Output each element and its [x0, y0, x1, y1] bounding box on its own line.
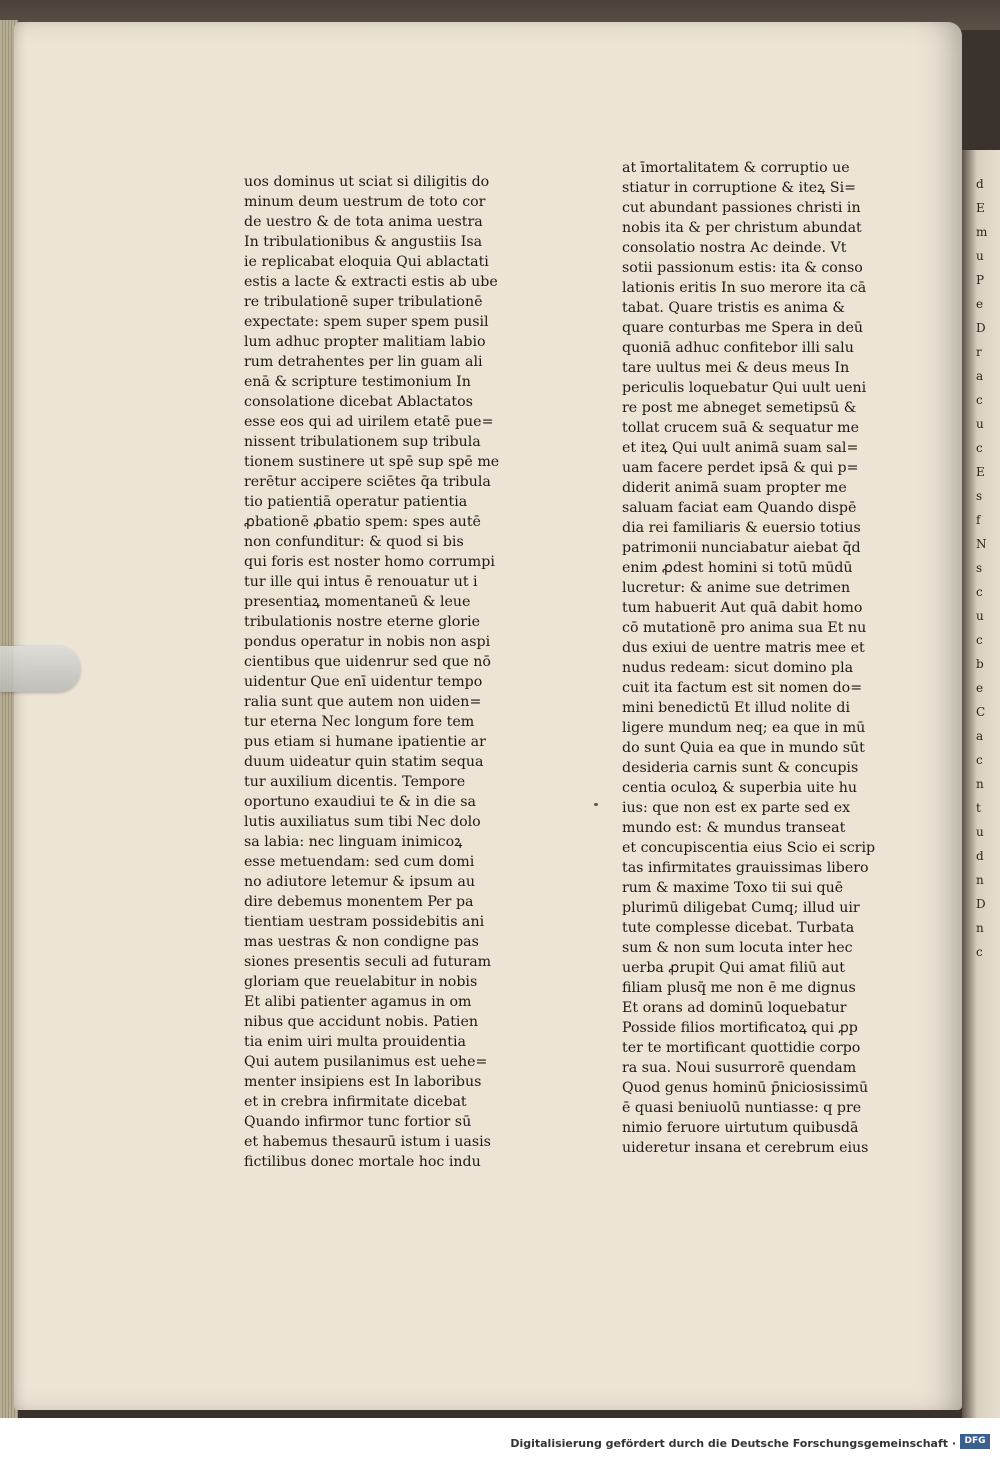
- margin-letter: E: [976, 465, 985, 479]
- text-line-left: enā & scripture testimonium In: [244, 374, 471, 390]
- text-line-right: Quod genus hominū p̄niciosissimū: [622, 1080, 869, 1096]
- text-line-left: oportuno exaudiui te & in die sa: [244, 794, 476, 810]
- text-line-left: qui foris est noster homo corrumpi: [244, 554, 495, 570]
- text-line-right: desideria carnis sunt & concupis: [622, 760, 859, 776]
- text-line-right: sotii passionum estis: ita & conso: [622, 260, 863, 276]
- margin-letter: u: [976, 825, 984, 839]
- text-line-right: et iteꝝ Qui uult animā suam sal=: [622, 440, 859, 456]
- margin-letter: a: [976, 729, 984, 743]
- text-line-left: non confunditur: & quod si bis: [244, 534, 464, 550]
- text-line-right: nobis ita & per christum abundat: [622, 220, 862, 236]
- text-line-right: nimio feruore uirtutum quibusdā: [622, 1120, 859, 1136]
- dfg-logo: DFG: [960, 1434, 990, 1449]
- text-line-left: rerētur accipere sciētes q̄a tribula: [244, 474, 491, 490]
- text-line-left: ie replicabat eloquia Qui ablactati: [244, 254, 489, 270]
- text-line-right: ligere mundum neq; ea que in mū: [622, 720, 866, 736]
- text-line-right: rum & maxime Toxo tii sui quē: [622, 880, 844, 896]
- text-line-right: periculis loquebatur Qui uult ueni: [622, 380, 867, 396]
- text-line-right: quoniā adhuc confitebor illi salu: [622, 340, 854, 356]
- text-line-left: de uestro & de tota anima uestra: [244, 214, 483, 230]
- text-line-left: lutis auxiliatus sum tibi Nec dolo: [244, 814, 481, 830]
- text-line-right: uideretur insana et cerebrum eius: [622, 1140, 869, 1156]
- text-line-left: tia enim uiri multa prouidentia: [244, 1034, 466, 1050]
- text-line-right: lationis eritis In suo merore ita cā: [622, 280, 867, 296]
- text-line-left: cientibus que uidenrur sed que nō: [244, 654, 491, 670]
- text-line-right: centia oculoꝝ & superbia uite hu: [622, 780, 858, 796]
- text-line-right: tute complesse dicebat. Turbata: [622, 920, 855, 936]
- text-line-right: tabat. Quare tristis es anima &: [622, 300, 846, 316]
- text-line-right: dus exiui de uentre matris mee et: [622, 640, 865, 656]
- text-line-right: cō mutationē pro anima sua Et nu: [622, 620, 867, 636]
- text-line-left: no adiutore letemur & ipsum au: [244, 874, 475, 890]
- text-line-right: tas infirmitates grauissimas libero: [622, 860, 869, 876]
- text-line-right: tare uultus mei & deus meus In: [622, 360, 850, 376]
- margin-letter: e: [976, 681, 984, 695]
- margin-letter: s: [976, 489, 983, 503]
- text-line-right: stiatur in corruptione & iteꝝ Si=: [622, 180, 857, 196]
- text-line-left: re tribulationē super tribulationē: [244, 294, 483, 310]
- text-line-left: et in crebra infirmitate dicebat: [244, 1094, 467, 1110]
- text-line-left: rum detrahentes per lin guam ali: [244, 354, 483, 370]
- margin-letter: N: [976, 537, 987, 551]
- margin-letter: r: [976, 345, 982, 359]
- text-line-right: lucretur: & anime sue detrimen: [622, 580, 851, 596]
- text-line-right: ē quasi beniuolū nuntiasse: q pre: [622, 1100, 862, 1116]
- text-line-left: siones presentis seculi ad futuram: [244, 954, 492, 970]
- text-line-left: tientiam uestram possidebitis ani: [244, 914, 485, 930]
- text-line-right: diderit animā suam propter me: [622, 480, 847, 496]
- text-line-right: ra sua. Noui susurrorē quendam: [622, 1060, 857, 1076]
- text-line-left: tionem sustinere ut spē sup spē me: [244, 454, 500, 470]
- text-line-left: nibus que accidunt nobis. Patien: [244, 1014, 479, 1030]
- margin-letter: c: [976, 633, 983, 647]
- text-line-right: tollat crucem suā & sequatur me: [622, 420, 860, 436]
- text-line-right: at īmortalitatem & corruptio ue: [622, 160, 850, 176]
- text-line-right: ius: que non est ex parte sed ex: [622, 800, 851, 816]
- text-line-right: consolatio nostra Ac deinde. Vt: [622, 240, 847, 256]
- text-line-left: Qui autem pusilanimus est uehe=: [244, 1054, 488, 1070]
- text-line-right: uerba ꝓrupit Qui amat filiū aut: [622, 960, 845, 976]
- margin-letter: m: [976, 225, 988, 239]
- margin-letter: c: [976, 393, 983, 407]
- text-line-left: In tribulationibus & angustiis Isa: [244, 234, 483, 250]
- margin-letter: n: [976, 873, 984, 887]
- margin-letter: c: [976, 945, 983, 959]
- text-line-right: sum & non sum locuta inter hec: [622, 940, 853, 956]
- margin-letter: D: [976, 897, 986, 911]
- margin-letter: d: [976, 849, 984, 863]
- text-line-left: esse metuendam: sed cum domi: [244, 854, 475, 870]
- margin-letter: n: [976, 777, 984, 791]
- funding-credit: Digitalisierung gefördert durch die Deutsche Forschungsgemeinschaft ·: [510, 1437, 956, 1450]
- text-line-right: nudus redeam: sicut domino pla: [622, 660, 854, 676]
- margin-letter: a: [976, 369, 984, 383]
- text-line-right: ter te mortificant quottidie corpo: [622, 1040, 861, 1056]
- text-line-left: dire debemus monentem Per pa: [244, 894, 474, 910]
- margin-letter: E: [976, 201, 985, 215]
- margin-letter: D: [976, 321, 986, 335]
- text-line-right: mini benedictū Et illud nolite di: [622, 700, 850, 716]
- text-line-left: pondus operatur in nobis non aspi: [244, 634, 491, 650]
- text-line-left: tur eterna Nec longum fore tem: [244, 714, 475, 730]
- text-line-right: mundo est: & mundus transeat: [622, 820, 846, 836]
- margin-letter: n: [976, 921, 984, 935]
- text-line-right: cut abundant passiones christi in: [622, 200, 861, 216]
- text-line-left: ralia sunt que autem non uiden=: [244, 694, 482, 710]
- text-line-right: Et orans ad dominū loquebatur: [622, 1000, 847, 1016]
- text-line-left: Quando infirmor tunc fortior sū: [244, 1114, 472, 1130]
- text-line-left: et habemus thesaurū istum i uasis: [244, 1134, 491, 1150]
- margin-letter: P: [976, 273, 985, 287]
- text-line-left: ꝓbationē ꝓbatio spem: spes autē: [244, 514, 481, 530]
- margin-letter: b: [976, 657, 984, 671]
- text-line-right: enim ꝓdest homini si totū mūdū: [622, 560, 853, 576]
- text-line-right: et concupiscentia eius Scio ei scrip: [622, 840, 876, 856]
- text-line-left: tio patientiā operatur patientia: [244, 494, 468, 510]
- page-holder-clip: [0, 646, 80, 692]
- margin-letter: e: [976, 297, 984, 311]
- margin-letter: c: [976, 585, 983, 599]
- margin-letter: u: [976, 417, 984, 431]
- text-line-left: uos dominus ut sciat si diligitis do: [244, 174, 490, 190]
- text-line-right: tum habuerit Aut quā dabit homo: [622, 600, 863, 616]
- text-line-right: re post me abneget semetipsū &: [622, 400, 857, 416]
- margin-letter: t: [976, 801, 981, 815]
- margin-letter: d: [976, 177, 984, 191]
- text-line-left: estis a lacte & extracti estis ab ube: [244, 274, 498, 290]
- margin-letter: u: [976, 609, 984, 623]
- text-line-left: lum adhuc propter malitiam labio: [244, 334, 486, 350]
- text-line-left: tur ille qui intus ē renouatur ut i: [244, 574, 478, 590]
- margin-letter: u: [976, 249, 984, 263]
- margin-letter: s: [976, 561, 983, 575]
- text-line-right: do sunt Quia ea que in mundo sūt: [622, 740, 865, 756]
- text-line-left: mas uestras & non condigne pas: [244, 934, 479, 950]
- text-line-left: nissent tribulationem sup tribula: [244, 434, 481, 450]
- facing-page-edge: [962, 150, 1000, 1418]
- text-line-left: sa labia: nec linguam inimicoꝝ: [244, 834, 463, 850]
- ink-speck: [594, 803, 598, 806]
- text-line-left: duum uideatur quin statim sequa: [244, 754, 484, 770]
- text-line-left: pus etiam si humane ipatientie ar: [244, 734, 486, 750]
- margin-letter: c: [976, 441, 983, 455]
- text-line-right: uam facere perdet ipsā & qui p=: [622, 460, 859, 476]
- text-column-left: [244, 172, 554, 1172]
- margin-letter: f: [976, 513, 981, 527]
- text-line-left: tur auxilium dicentis. Tempore: [244, 774, 466, 790]
- text-line-right: Posside filios mortificatoꝝ qui ꝓp: [622, 1020, 858, 1036]
- text-line-left: expectate: spem super spem pusil: [244, 314, 489, 330]
- text-line-left: menter insipiens est In laboribus: [244, 1074, 482, 1090]
- text-line-left: gloriam que reuelabitur in nobis: [244, 974, 478, 990]
- text-line-right: quare conturbas me Spera in deū: [622, 320, 864, 336]
- text-line-left: tribulationis nostre eterne glorie: [244, 614, 481, 630]
- margin-letter: C: [976, 705, 986, 719]
- text-line-left: consolatione dicebat Ablactatos: [244, 394, 473, 410]
- facing-page-text-fragments: [976, 172, 1000, 964]
- text-line-right: plurimū diligebat Cumq; illud uir: [622, 900, 860, 916]
- text-line-left: presentiaꝝ momentaneū & leue: [244, 594, 471, 610]
- text-column-right: [622, 158, 912, 1158]
- text-line-left: Et alibi patienter agamus in om: [244, 994, 472, 1010]
- text-line-right: saluam faciat eam Quando dispē: [622, 500, 857, 516]
- text-line-right: patrimonii nunciabatur aiebat q̄d: [622, 540, 861, 556]
- text-line-right: filiam plusq̄ me non ē me dignus: [622, 980, 856, 996]
- text-line-left: minum deum uestrum de toto cor: [244, 194, 486, 210]
- text-line-left: esse eos qui ad uirilem etatē pue=: [244, 414, 494, 430]
- text-line-right: dia rei familiaris & euersio totius: [622, 520, 861, 536]
- text-line-right: cuit ita factum est sit nomen do=: [622, 680, 863, 696]
- text-line-left: uidentur Que enī uidentur tempo: [244, 674, 483, 690]
- margin-letter: c: [976, 753, 983, 767]
- text-line-left: fictilibus donec mortale hoc indu: [244, 1154, 481, 1170]
